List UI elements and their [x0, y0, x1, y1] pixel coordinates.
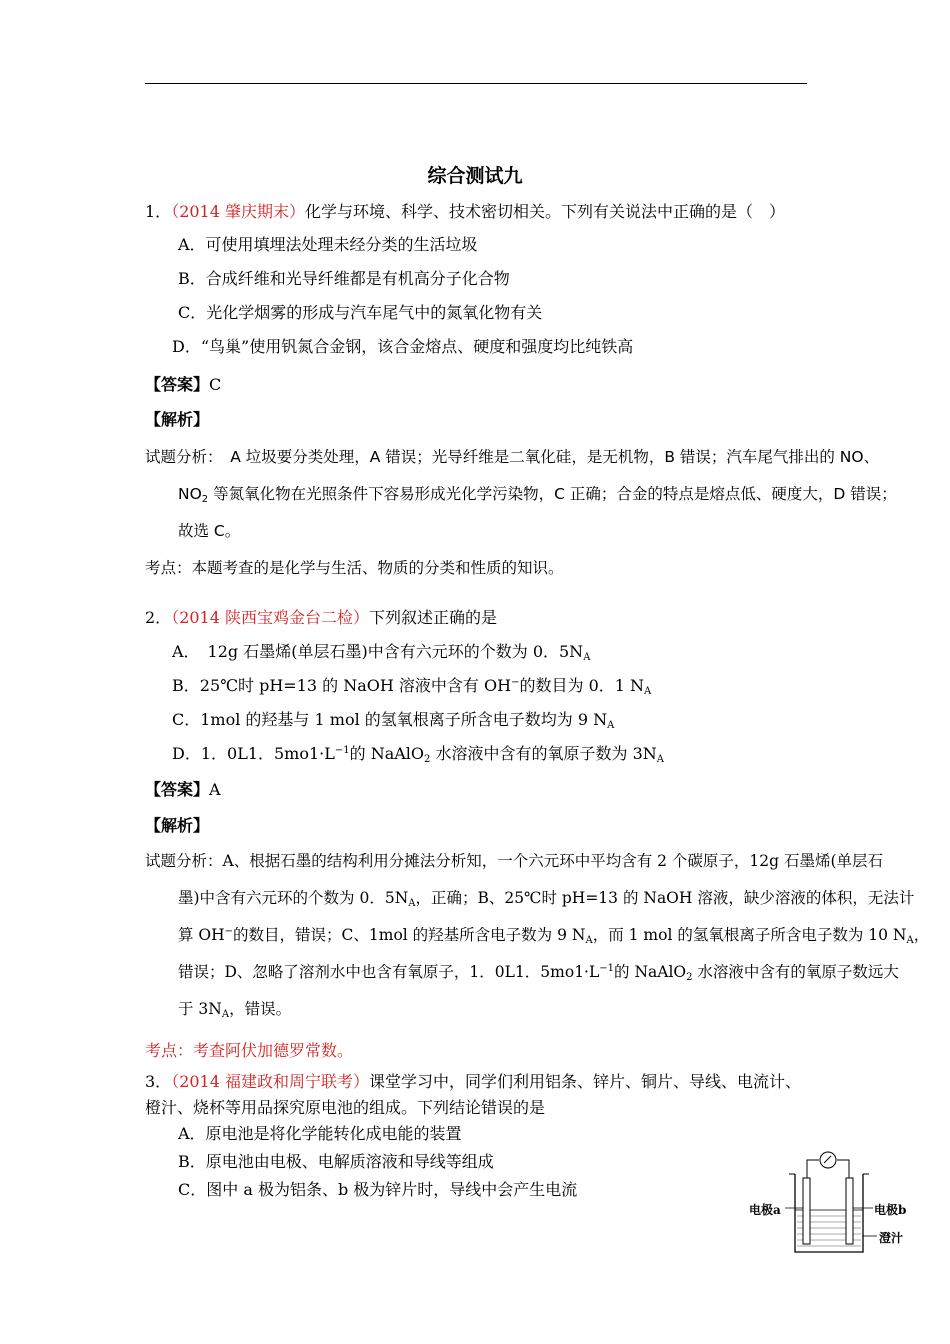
q3-number: 3．: [145, 1072, 172, 1091]
q3-source: （2014 福建政和周宁联考）: [171, 1072, 369, 1091]
q1-analysis-label: 【解析】: [145, 410, 210, 429]
q3-stem2: 橙汁、烧杯等用品探究原电池的组成。下列结论错误的是: [145, 1098, 546, 1117]
q2-exp-line2-sub: A: [408, 898, 416, 909]
q2-answer: [145, 777, 221, 800]
q2-line: [145, 605, 497, 628]
q3-option-a: A．原电池是将化学能转化成电能的装置: [178, 1124, 462, 1143]
q2-exp-line4-sub: 2: [686, 972, 693, 983]
galvanometer-icon: [820, 1152, 836, 1168]
q1-answer: [145, 372, 221, 395]
q2-exp-line4-c: 水溶液中含有的氧原子数远大: [692, 963, 899, 981]
q2-exp-line4-sup: −1: [599, 963, 615, 974]
q2-answer-value: A: [209, 780, 221, 799]
q2-answer-label: 【答案】: [145, 780, 210, 799]
q2-exp-line2: [178, 886, 914, 909]
label-electrode-a: 电极a: [749, 1203, 781, 1217]
q1-option-c: C．光化学烟雾的形成与汽车尾气中的氮氧化物有关: [178, 303, 543, 322]
electrode-b: [846, 1178, 853, 1244]
q1-exp-no2-sub: 2: [201, 494, 209, 505]
q2-number: 2．: [145, 608, 172, 627]
q2-exp-line4-b: 的 NaAlO: [614, 963, 687, 981]
q2-exp-line3-sub2: A: [906, 935, 914, 946]
q2-exp-line1: 试题分析：A、根据石墨的结构利用分摊法分析知，一个六元环中平均含有 2 个碳原子，12g 石墨烯(单层石: [145, 852, 884, 870]
q2-exp-line4: [178, 960, 899, 983]
q1-exp-line3: 故选 C。: [178, 522, 241, 540]
q2-exp-line3-d: ，: [913, 926, 930, 944]
q3-option-c: C．图中 a 极为铝条、b 极为锌片时，导线中会产生电流: [178, 1180, 578, 1199]
q2-exp-line4-a: 错误；D、忽略了溶剂水中也含有氧原子，1．0L1．5mo1·L: [178, 963, 600, 981]
q2-option-b-text2: 的数目为 0．1 N: [519, 676, 645, 695]
q2-option-c: [172, 707, 614, 731]
q2-option-a-text: A． 12g 石墨烯(单层石墨)中含有六元环的个数为 0．5N: [172, 642, 584, 661]
q2-exp-line5: [178, 997, 291, 1020]
electrode-a: [803, 1178, 810, 1244]
q2-exp-line3-a: 算 OH: [178, 926, 225, 944]
q1-answer-label: 【答案】: [145, 375, 210, 394]
q2-exp-line2-b: ，正确；B、25℃时 pH=13 的 NaOH 溶液，缺少溶液的体积，无法计: [415, 889, 915, 907]
label-juice: 澄汁: [879, 1231, 904, 1245]
q1-number: 1．: [145, 202, 172, 221]
q2-option-d: [172, 741, 664, 765]
q2-analysis-label: 【解析】: [145, 816, 210, 835]
q1-option-d: D．“鸟巢”使用钒氮合金钢，该合金熔点、硬度和强度均比纯铁高: [172, 337, 634, 356]
q1-option-b: B．合成纤维和光导纤维都是有机高分子化合物: [178, 269, 510, 288]
q2-option-c-sub: A: [607, 720, 615, 731]
q1-exp-line1: 试题分析： A 垃圾要分类处理，A 错误；光导纤维是二氧化硅，是无机物，B 错误；汽车尾气排出的 NO、: [145, 448, 880, 466]
q3-stem1: 课堂学习中，同学们利用铝条、锌片、铜片、导线、电流计、: [369, 1072, 802, 1091]
q1-answer-value: C: [209, 375, 222, 394]
q2-exp-line3-b: 的数目，错误；C、1mol 的羟基所含电子数为 9 N: [233, 926, 586, 944]
q2-option-d-sub: A: [656, 754, 665, 765]
q2-exp-line3-sub1: A: [585, 935, 593, 946]
q2-exp-line5-sub: A: [221, 1009, 230, 1020]
q2-exp-line2-a: 墨)中含有六元环的个数为 0．5N: [178, 889, 409, 907]
q2-option-d-sub2: 2: [424, 754, 431, 765]
q2-option-a-sub: A: [583, 652, 591, 663]
q2-exp-line5-b: ，错误。: [229, 1000, 292, 1018]
q2-stem: 下列叙述正确的是: [369, 608, 498, 627]
q2-exp-line3-c: ，而 1 mol 的氢氧根离子所含电子数为 10 N: [592, 926, 907, 944]
q1-source: （2014 肇庆期末）: [171, 202, 305, 221]
q3-figure: [745, 1148, 915, 1258]
q2-exp-line3-sup: −: [224, 926, 234, 937]
q1-exp-line2-text: 等氮氧化物在光照条件下容易形成光化学污染物，C 正确；合金的特点是熔点低、硬度大，D 错误；: [208, 485, 897, 503]
q2-kaodian: 考点：考查阿伏加德罗常数。: [145, 1041, 354, 1060]
q3-option-b: B．原电池由电极、电解质溶液和导线等组成: [178, 1152, 494, 1171]
q2-exp-line5-a: 于 3N: [178, 1000, 222, 1018]
q1-kaodian: 考点：本题考查的是化学与生活、物质的分类和性质的知识。: [145, 559, 564, 577]
q1-line: [145, 199, 785, 222]
q2-option-b-sup: −: [511, 677, 520, 688]
q2-option-a: [172, 639, 590, 663]
q3-line1: [145, 1069, 801, 1092]
q1-exp-no2: NO: [178, 485, 202, 503]
q2-option-d-text3: 水溶液中含有的氧原子数为 3N: [430, 744, 657, 763]
q1-exp-line2: [178, 482, 897, 505]
q2-source: （2014 陕西宝鸡金台二检）: [171, 608, 369, 627]
label-electrode-b: 电极b: [874, 1203, 907, 1217]
q1-stem: 化学与环境、科学、技术密切相关。下列有关说法中正确的是（ ）: [305, 202, 786, 221]
q2-option-b-text: B．25℃时 pH=13 的 NaOH 溶液中含有 OH: [172, 676, 512, 695]
q2-option-d-sup: −1: [334, 745, 350, 756]
q2-option-b: [172, 673, 651, 697]
q2-option-b-sub: A: [644, 686, 652, 697]
q1-option-a: A．可使用填埋法处理未经分类的生活垃圾: [178, 235, 478, 254]
header-rule: [145, 83, 807, 84]
page-title: 综合测试九: [427, 165, 523, 187]
q2-option-d-text2: 的 NaAlO: [349, 744, 425, 763]
q2-option-d-text: D．1．0L1．5mo1·L: [172, 744, 335, 763]
q2-exp-line3: [178, 923, 929, 946]
q2-option-c-text: C．1mol 的羟基与 1 mol 的氢氧根离子所含电子数均为 9 N: [172, 710, 608, 729]
